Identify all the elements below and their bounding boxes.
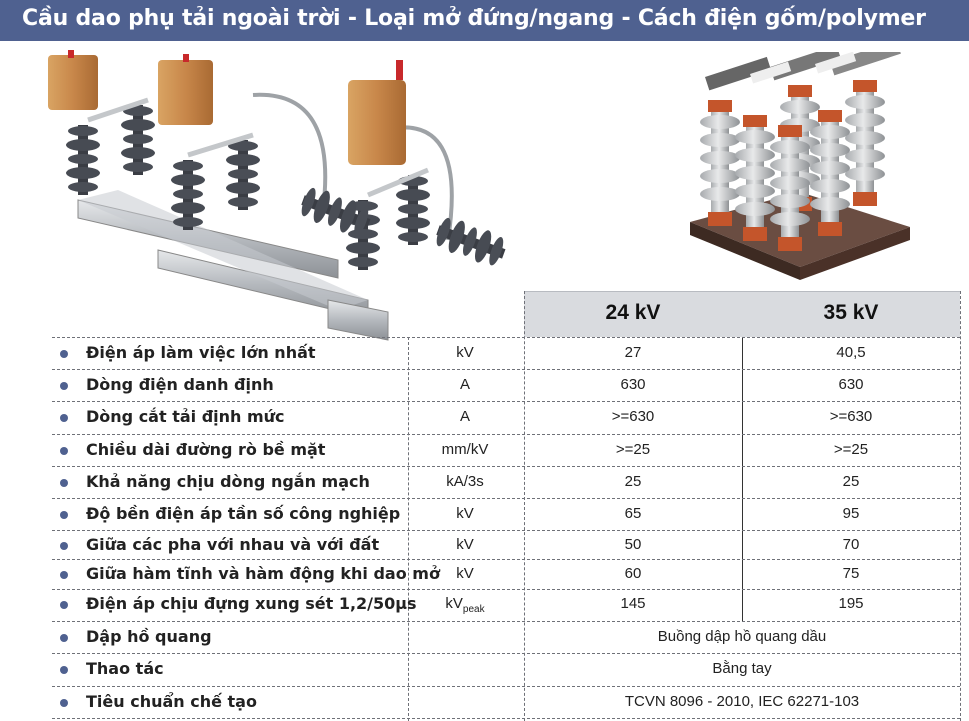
bullet-icon <box>60 479 68 487</box>
unit-value: A <box>459 376 470 393</box>
bullet-icon <box>60 542 68 550</box>
value-24kv: 50 <box>624 536 642 553</box>
title-bar <box>0 0 969 41</box>
table-row <box>52 530 960 562</box>
value-merged: TCVN 8096 - 2010, IEC 62271-103 <box>624 693 860 710</box>
header-35kv: 35 kV <box>823 301 879 324</box>
param-label: Dòng điện danh định <box>86 375 274 394</box>
param-label: Giữa các pha với nhau và với đất <box>86 535 380 554</box>
value-24kv: 27 <box>624 344 642 361</box>
unit-value: kV <box>456 505 474 522</box>
unit-value: kV <box>456 565 474 582</box>
bullet-icon <box>60 414 68 422</box>
column-divider-right <box>960 291 961 721</box>
bullet-icon <box>60 601 68 609</box>
value-35kv: 195 <box>838 595 864 612</box>
unit-value: kV <box>456 344 474 361</box>
param-label: Dập hồ quang <box>86 627 212 646</box>
value-35kv: 40,5 <box>836 344 866 361</box>
bullet-icon <box>60 699 68 707</box>
param-label: Giữa hàm tĩnh và hàm động khi dao mở <box>86 564 440 583</box>
param-label: Khả năng chịu dòng ngắn mạch <box>86 472 370 491</box>
page-title: Cầu dao phụ tải ngoài trời - Loại mở đứng/ngang - Cách điện gốm/polymer <box>22 6 926 31</box>
bullet-icon <box>60 350 68 358</box>
value-35kv: >=25 <box>833 441 869 458</box>
table-row <box>52 499 960 531</box>
value-24kv: 60 <box>624 565 642 582</box>
table-row <box>52 435 960 467</box>
table-row <box>52 370 960 402</box>
bullet-icon <box>60 382 68 390</box>
bullet-icon <box>60 511 68 519</box>
table-row <box>52 687 960 719</box>
value-35kv: 70 <box>842 536 860 553</box>
bullet-icon <box>60 447 68 455</box>
param-label: Điện áp chịu đựng xung sét 1,2/50µs <box>86 594 417 613</box>
switch-polymer-photo <box>38 50 518 355</box>
param-label: Thao tác <box>86 659 164 678</box>
param-label: Độ bền điện áp tần số công nghiệp <box>86 504 401 523</box>
value-35kv: 95 <box>842 505 860 522</box>
value-24kv: 25 <box>624 473 642 490</box>
table-row <box>52 622 960 654</box>
unit-value: kV <box>456 536 474 553</box>
value-merged: Bằng tay <box>712 660 772 677</box>
value-merged: Buồng dập hồ quang dầu <box>657 628 827 645</box>
param-label: Điện áp làm việc lớn nhất <box>86 343 316 362</box>
value-24kv: >=630 <box>611 408 655 425</box>
table-row <box>52 654 960 686</box>
value-24kv: 65 <box>624 505 642 522</box>
table-row <box>52 338 960 370</box>
param-label: Chiều dài đường rò bề mặt <box>86 440 326 459</box>
table-row <box>52 559 960 591</box>
table-row <box>52 467 960 499</box>
value-35kv: 25 <box>842 473 860 490</box>
unit-value <box>408 595 522 615</box>
unit-main: kV <box>445 595 463 612</box>
table-row <box>52 589 960 621</box>
unit-value: kA/3s <box>446 473 484 490</box>
switch-ceramic-photo <box>680 52 920 282</box>
unit-value: mm/kV <box>441 441 489 458</box>
bullet-icon <box>60 634 68 642</box>
table-row <box>52 402 960 434</box>
value-24kv: >=25 <box>615 441 651 458</box>
value-24kv: 145 <box>620 595 646 612</box>
param-label: Tiêu chuẩn chế tạo <box>86 692 257 711</box>
unit-subscript: peak <box>462 604 485 615</box>
value-35kv: >=630 <box>829 408 873 425</box>
value-35kv: 75 <box>842 565 860 582</box>
bullet-icon <box>60 666 68 674</box>
unit-value: A <box>459 408 470 425</box>
param-label: Dòng cắt tải định mức <box>86 407 285 426</box>
value-24kv: 630 <box>620 376 646 393</box>
value-35kv: 630 <box>838 376 864 393</box>
bullet-icon <box>60 571 68 579</box>
header-24kv: 24 kV <box>605 301 661 324</box>
